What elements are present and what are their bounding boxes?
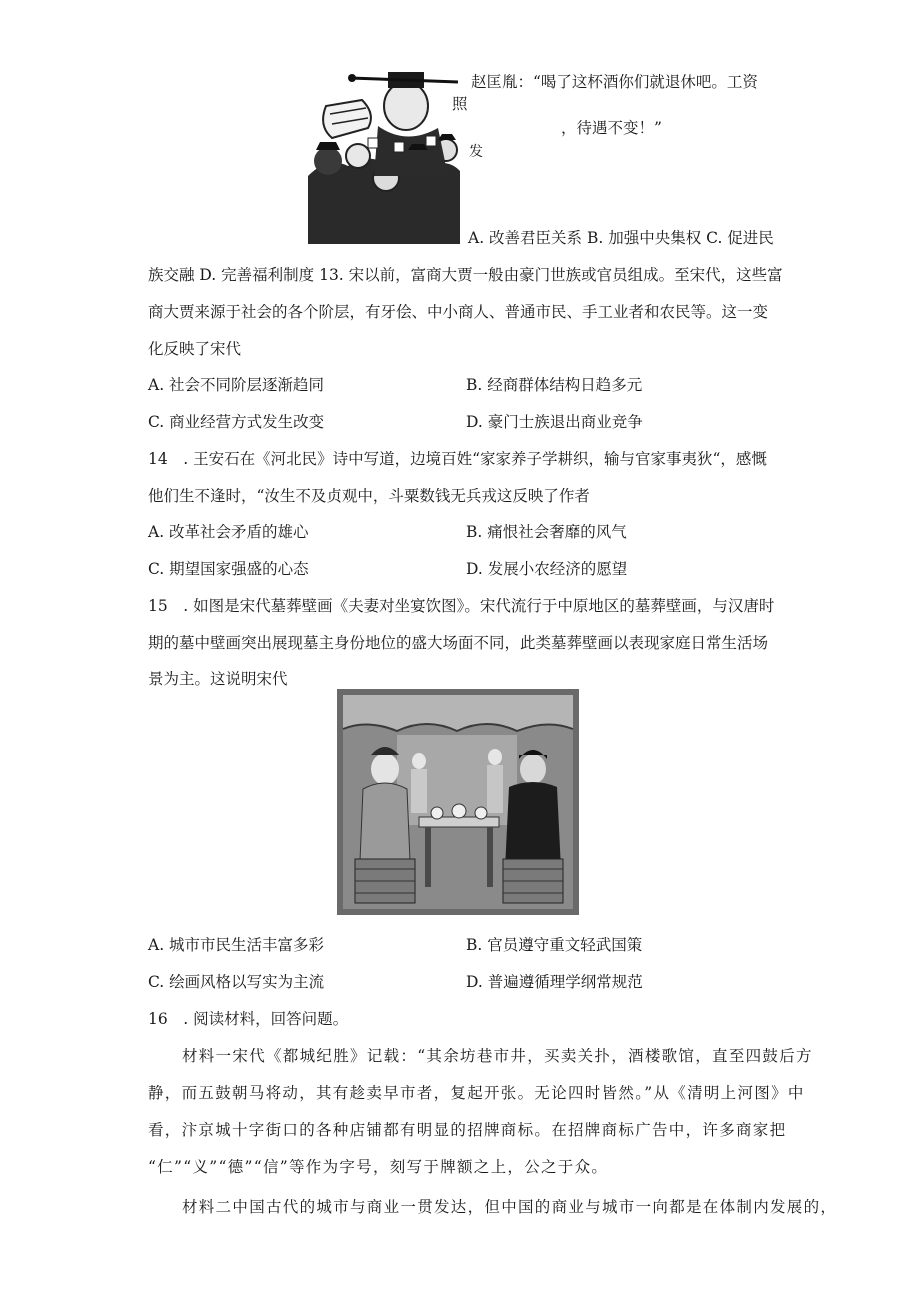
q15-line1: 15 . 如图是宋代墓葬壁画《夫妻对坐宴饮图》。宋代流行于中原地区的墓葬壁画，与汉唐时 xyxy=(148,597,775,615)
q14-line1: 14 . 王安石在《河北民》诗中写道，边境百姓“家家养子学耕织，输与官家事夷狄“，感慨 xyxy=(148,450,767,468)
q14-line2: 他们生不逢时，“汝生不及贞观中，斗粟数钱无兵戎这反映了作者 xyxy=(148,487,590,505)
q15-option-a: A. 城市市民生活丰富多彩 xyxy=(148,936,325,954)
q16-material2-line1: 材料二中国古代的城市与商业一贯发达，但中国的商业与城市一向都是在体制内发展的， xyxy=(182,1198,838,1216)
q15-option-d: D. 普遍遵循理学纲常规范 xyxy=(466,973,643,991)
q16-material1-line3: 看，汴京城十字街口的各种店铺都有明显的招牌商标。在招牌商标广告中，许多商家把 xyxy=(148,1121,787,1139)
q16-intro: 16 . 阅读材料，回答问题。 xyxy=(148,1010,349,1028)
tomb-mural-painting xyxy=(337,689,579,915)
q13-line1: 族交融 D. 完善福利制度 13. 宋以前，富商大贾一般由豪门世族或官员组成。至宋代，这些富 xyxy=(148,266,783,284)
q14-option-d: D. 发展小农经济的愿望 xyxy=(466,560,628,578)
q13-line2: 商大贾来源于社会的各个阶层，有牙侩、中小商人、普通市民、手工业者和农民等。这一变 xyxy=(148,303,769,321)
q12-quote-char-zhao: 照 xyxy=(452,95,468,113)
q14-option-b: B. 痛恨社会奢靡的风气 xyxy=(466,523,627,541)
q12-quote-char-fa: 发 xyxy=(469,144,483,160)
q15-line3: 景为主。这说明宋代 xyxy=(148,670,288,688)
q13-option-c: C. 商业经营方式发生改变 xyxy=(148,413,325,431)
q12-options-line: A. 改善君臣关系 B. 加强中央集权 C. 促进民 xyxy=(468,229,774,247)
cartoon-illustration xyxy=(308,66,460,244)
q14-option-c: C. 期望国家强盛的心态 xyxy=(148,560,309,578)
q13-option-b: B. 经商群体结构日趋多元 xyxy=(466,376,643,394)
q13-option-d: D. 豪门士族退出商业竞争 xyxy=(466,413,643,431)
q12-quote-line2: ，待遇不变！” xyxy=(561,119,662,137)
q16-material1-line2: 静，而五鼓朝马将动，其有趁卖早市者，复起开张。无论四时皆然。”从《清明上河图》中 xyxy=(148,1084,805,1102)
q13-option-a: A. 社会不同阶层逐渐趋同 xyxy=(148,376,325,394)
q16-material1-line1: 材料一宋代《都城纪胜》记载：“其余坊巷市井，买卖关扑，酒楼歌馆，直至四鼓后方 xyxy=(182,1047,813,1065)
q15-option-c: C. 绘画风格以写实为主流 xyxy=(148,973,325,991)
q14-option-a: A. 改革社会矛盾的雄心 xyxy=(148,523,309,541)
q15-option-b: B. 官员遵守重文轻武国策 xyxy=(466,936,643,954)
q13-line3: 化反映了宋代 xyxy=(148,340,242,358)
q15-line2: 期的墓中壁画突出展现墓主身份地位的盛大场面不同，此类墓葬壁画以表现家庭日常生活场 xyxy=(148,634,769,652)
q12-quote-line1: 赵匡胤：“喝了这杯酒你们就退休吧。工资 xyxy=(471,73,758,91)
q16-material1-line4: “仁”“义”“德”“信”等作为字号，刻写于牌额之上，公之于众。 xyxy=(148,1158,609,1176)
